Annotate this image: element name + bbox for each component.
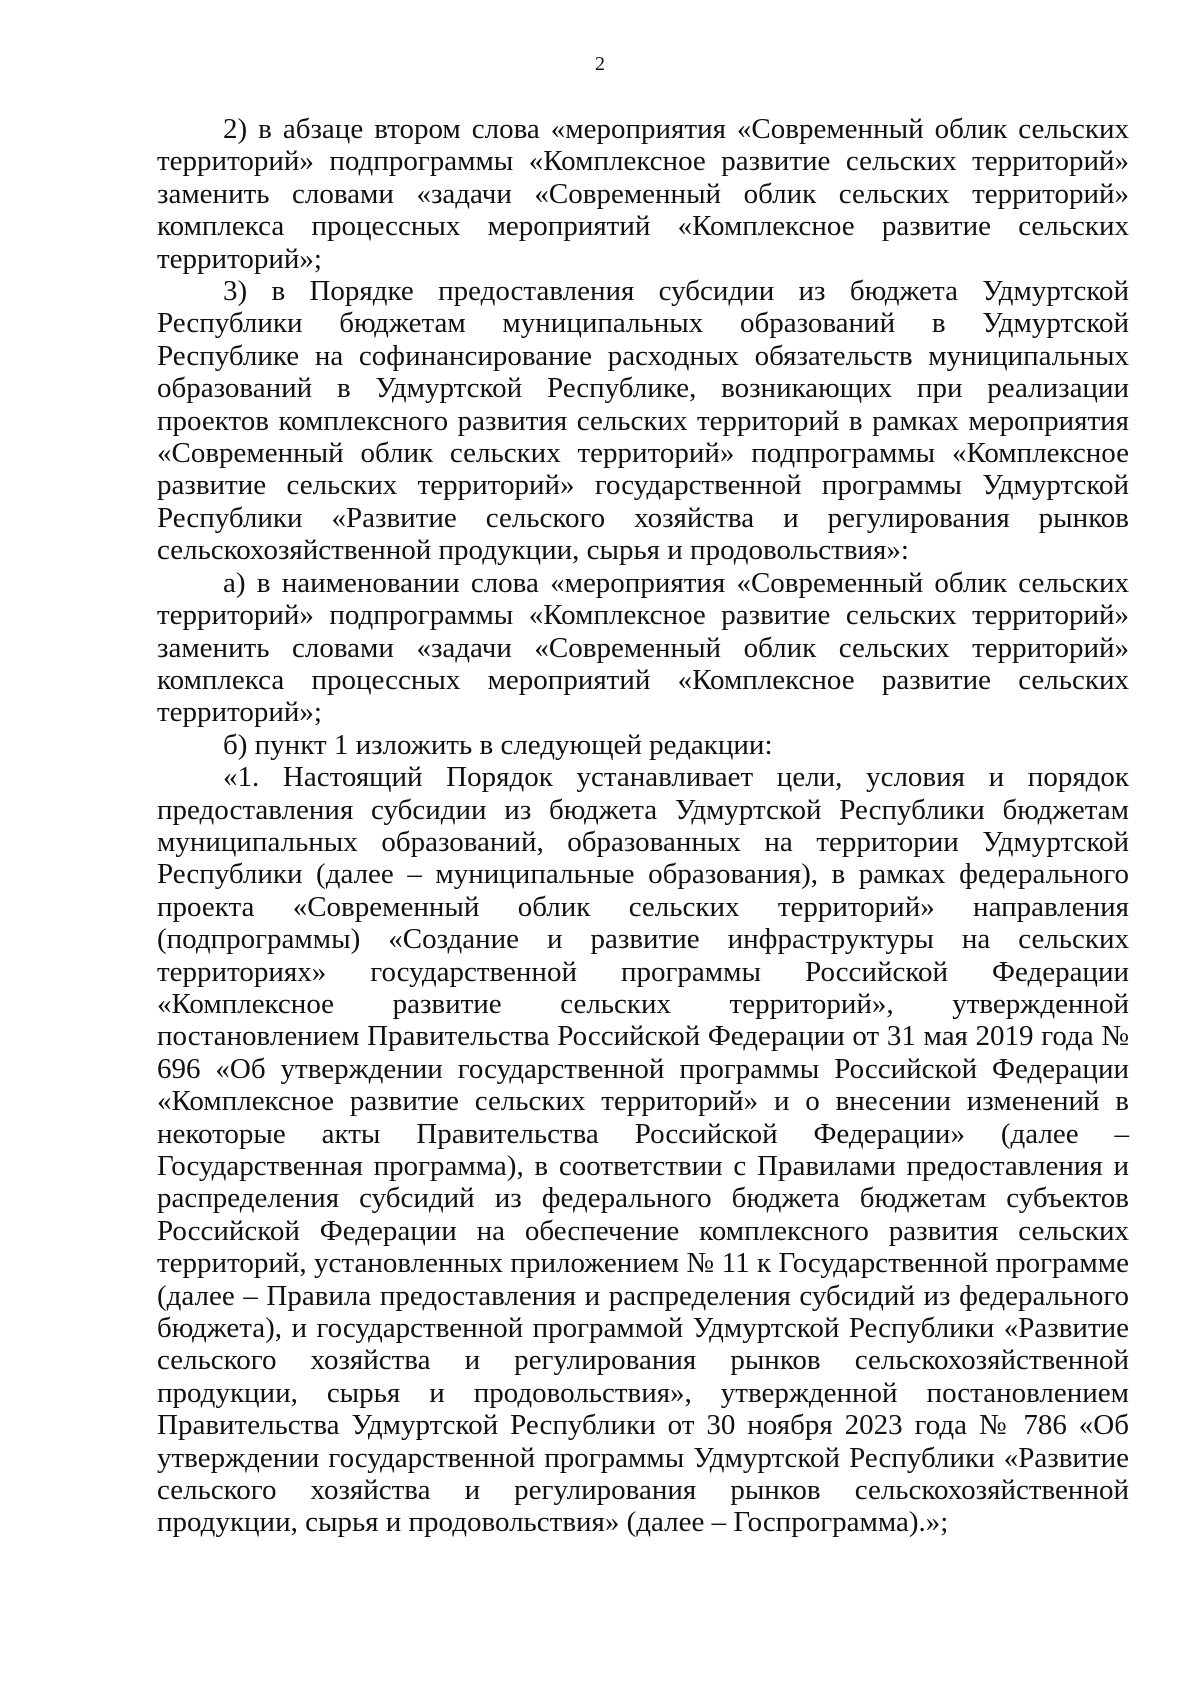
document-body — [157, 113, 1129, 1539]
page-number: 2 — [595, 53, 605, 75]
paragraph-item-2: 2) в абзаце втором слова «мероприятия «Современный облик сельских территорий» подпрограммы «Комплексное развитие сельских территорий» заменить словами «задачи «Современный облик сельских территорий» комплекса процессных мероприятий «Комплексное развитие сельских территорий»; — [157, 113, 1129, 275]
paragraph-new-clause-1: «1. Настоящий Порядок устанавливает цели, условия и порядок предоставления субсидии из бюджета Удмуртской Республики бюджетам муниципальных образований, образованных на территории Удмуртской Республики (далее – муниципальные образования), в рамках федерального проекта «Современный облик сельских территорий» направления (подпрограммы) «Создание и развитие инфраструктуры на сельских территориях» государственной программы Российской Федерации «Комплексное развитие сельских территорий», утвержденной постановлением Правительства Российской Федерации от 31 мая 2019 года № 696 «Об утверждении государственной программы Российской Федерации «Комплексное развитие сельских территорий» и о внесении изменений в некоторые акты Правительства Российской Федерации» (далее – Государственная программа), в соответствии с Правилами предоставления и распределения субсидий из федерального бюджета бюджетам субъектов Российской Федерации на обеспечение комплексного развития сельских территорий, установленных приложением № 11 к Государственной программе (далее – Правила предоставления и распределения субсидий из федерального бюджета), и государственной программой Удмуртской Республики «Развитие сельского хозяйства и регулирования рынков сельскохозяйственной продукции, сырья и продовольствия», утвержденной постановлением Правительства Удмуртской Республики от 30 ноября 2023 года № 786 «Об утверждении государственной программы Удмуртской Республики «Развитие сельского хозяйства и регулирования рынков сельскохозяйственной продукции, сырья и продовольствия» (далее – Госпрограмма).»; — [157, 761, 1129, 1539]
paragraph-item-3: 3) в Порядке предоставления субсидии из бюджета Удмуртской Республики бюджетам муниципальных образований в Удмуртской Республике на софинансирование расходных обязательств муниципальных образований в Удмуртской Республике, возникающих при реализации проектов комплексного развития сельских территорий в рамках мероприятия «Современный облик сельских территорий» подпрограммы «Комплексное развитие сельских территорий» государственной программы Удмуртской Республики «Развитие сельского хозяйства и регулирования рынков сельскохозяйственной продукции, сырья и продовольствия»: — [157, 275, 1129, 567]
paragraph-subitem-b: б) пункт 1 изложить в следующей редакции: — [223, 728, 773, 761]
paragraph-subitem-a: а) в наименовании слова «мероприятия «Современный облик сельских территорий» подпрограммы «Комплексное развитие сельских территорий» заменить словами «задачи «Современный облик сельских территорий» комплекса процессных мероприятий «Комплексное развитие сельских территорий»; — [157, 566, 1129, 729]
